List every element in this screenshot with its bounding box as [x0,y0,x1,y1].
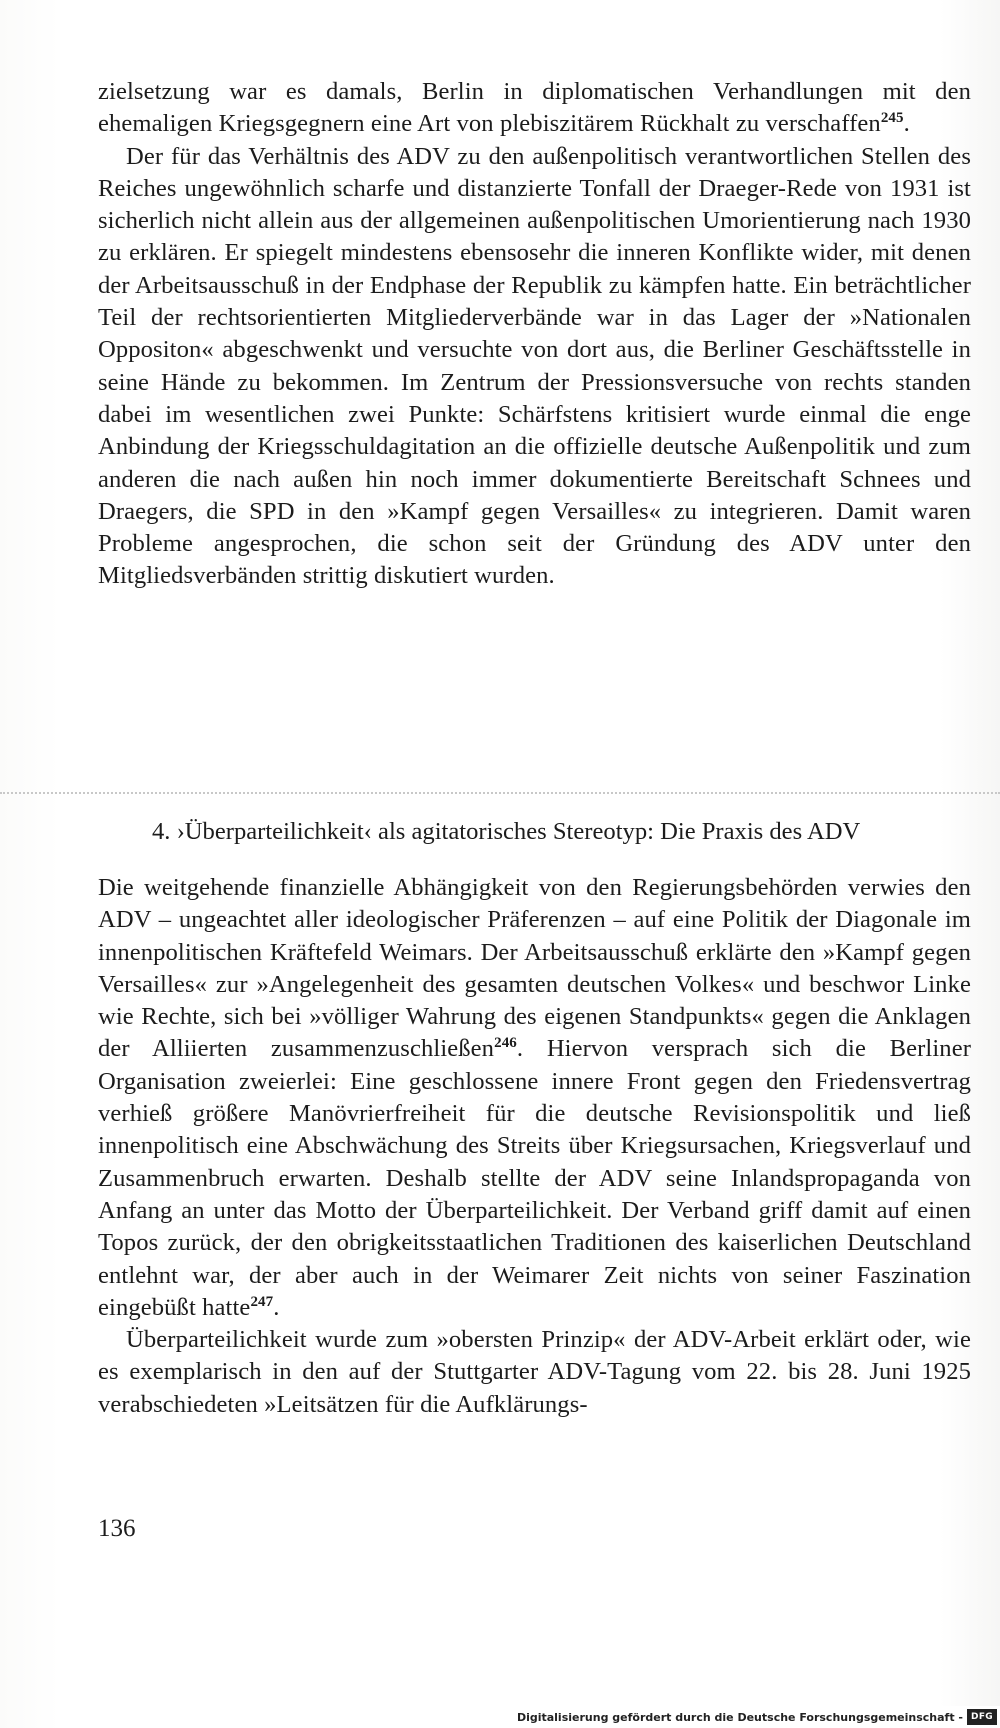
show-through-line [0,792,1000,794]
text-run: . [273,1293,280,1321]
text-run: Überparteilichkeit wurde zum »obersten Prinzip« der ADV-Arbeit erklärt oder, wie es exemplarisch in den auf der Stuttgarter ADV-Tagung vom 22. bis 28. Juni 1925 verabschiedeten »Leitsätzen für die Aufklärungs- [98,1326,971,1418]
digitization-footer [517,1706,1000,1728]
footnote-reference: 247 [250,1293,274,1310]
footer-credit: Digitalisierung gefördert durch die Deutsche Forschungsgemeinschaft - [516,1710,963,1724]
body-text-bottom [98,872,971,1421]
paragraph [98,141,971,593]
text-run: . Hiervon versprach sich die Berliner Organisation zweierlei: Eine geschlossene innere Front gegen den Friedensvertrag verhieß größere Manövrierfreiheit für die deutsche Revisionspolitik und ließ innenpolitisch eine Abschwächung des Streits über Kriegsursachen, Kriegsverlauf und Zusammenbruch erwarten. Deshalb stellte der ADV seine Inlandspropaganda von Anfang an unter das Motto der Überparteilichkeit. Der Verband griff damit auf einen Topos zurück, der den obrigkeitsstaatlichen Traditionen des kaiserlichen Deutschland entlehnt war, der aber auch in der Weimarer Zeit nichts von seiner Faszination eingebüßt hatte [98,1035,972,1321]
paragraph [98,76,971,141]
section-heading: 4. ›Überparteilichkeit‹ als agitatorisches Stereotyp: Die Praxis des ADV [152,818,861,845]
body-text-top [98,76,971,593]
text-run: Die weitgehende finanzielle Abhängigkeit von den Regierungsbehörden verwies den ADV – ungeachtet aller ideologischer Präferenzen – auf eine Politik der Diagonale im innenpolitischen Kräftefeld Weimars. Der Arbeitsausschuß erklärte den »Kampf gegen Versailles« zur »Angelegenheit des gesamten deutschen Volkes« und beschwor Linke wie Rechte, sich bei »völliger Wahrung des eigenen Standpunkts« gegen die Anklagen der Alliierten zusammenzuschließen [98,874,971,1063]
paragraph [98,872,971,1324]
footnote-reference: 245 [880,110,904,127]
text-run: zielsetzung war es damals, Berlin in diplomatischen Verhandlungen mit den ehemaligen Kriegsgegnern eine Art von plebiszitärem Rückhalt zu verschaffen [98,78,971,138]
text-run: Der für das Verhältnis des ADV zu den außenpolitisch verantwortlichen Stellen des Reiches ungewöhnlich scharfe und distanzierte Tonfall der Draeger-Rede von 1931 ist sicherlich nicht allein aus der allgemeinen außenpolitischen Umorientierung nach 1930 zu erklären. Er spiegelt mindestens ebensosehr die inneren Konflikte wider, mit denen der Arbeitsausschuß in der Endphase der Republik zu kämpfen hatte. Ein beträchtlicher Teil der rechtsorientierten Mitgliederverbände war in das Lager der »Nationalen Oppositon« abgeschwenkt und versuchte von dort aus, die Berliner Geschäftsstelle in seine Hände zu bekommen. Im Zentrum der Pressionsversuche von rechts standen dabei im wesentlichen zwei Punkte: Schärfstens kritisiert wurde einmal die enge Anbindung der Kriegsschuldagitation an die offizielle deutsche Außenpolitik und zum anderen die nach außen hin noch immer dokumentierte Bereitschaft Schnees und Draegers, die SPD in den »Kampf gegen Versailles« zu integrieren. Damit waren Probleme angesprochen, die schon seit der Gründung des ADV unter den Mitgliedsverbänden strittig diskutiert wurden. [98,142,971,590]
dfg-logo: DFG [967,1709,997,1725]
footnote-reference: 246 [494,1035,517,1052]
page-number: 136 [98,1515,136,1542]
paragraph [98,1324,971,1421]
text-run: . [903,110,910,138]
